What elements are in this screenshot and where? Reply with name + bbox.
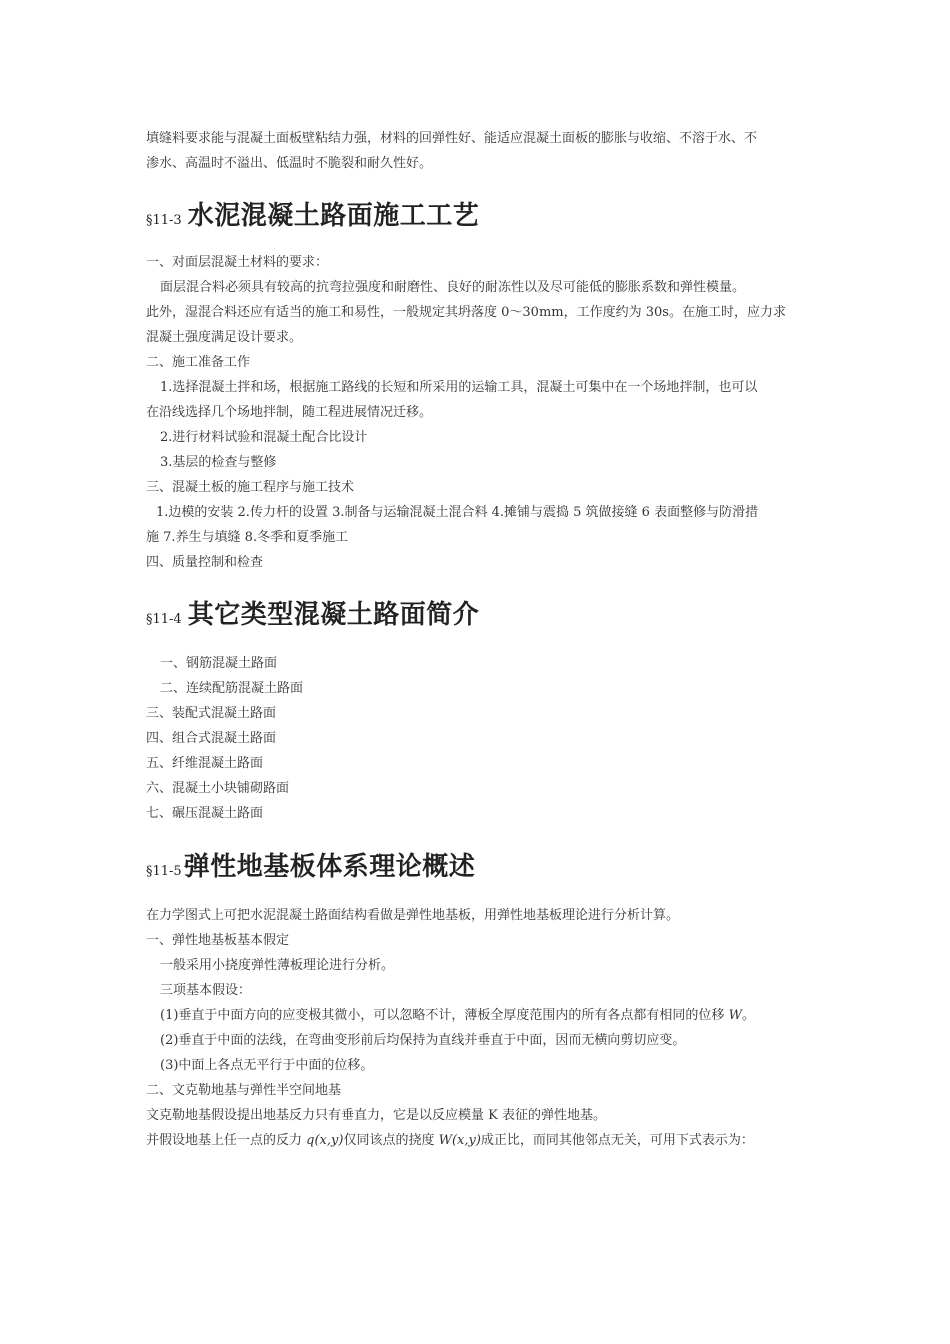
list-item: 此外，湿混合料还应有适当的施工和易性，一般规定其坍落度 0～30mm，工作度约为 30s。在施工时，应力求 [146, 305, 786, 320]
list-item: 在沿线选择几个场地拌制，随工程进展情况迁移。 [146, 405, 433, 420]
list-item: 三、混凝土板的施工程序与施工技术 [146, 480, 355, 495]
section-number: §11-3 [146, 213, 182, 228]
section-11-4-body [146, 651, 810, 826]
list-item: 二、连续配筋混凝土路面 [160, 681, 304, 696]
section-11-3-body [146, 250, 810, 575]
list-item [146, 1003, 810, 1028]
list-item [146, 1128, 810, 1153]
list-item: 在力学图式上可把水泥混凝土路面结构看做是弹性地基板，用弹性地基板理论进行分析计算。 [146, 908, 680, 923]
list-item: 一、对面层混凝土材料的要求： [146, 255, 329, 270]
math-symbol: W(x,y) [438, 1133, 481, 1148]
list-item: (2)垂直于中面的法线，在弯曲变形前后均保持为直线并垂直于中面，因而无横向剪切应变。 [160, 1033, 686, 1048]
list-item: 三项基本假设： [160, 983, 252, 998]
list-item: 3.基层的检查与整修 [160, 455, 277, 470]
section-title: 其它类型混凝土路面简介 [187, 600, 480, 630]
section-11-3-heading [146, 195, 810, 232]
section-11-4-heading [146, 594, 810, 631]
text-segment: 仅同该点的挠度 [343, 1133, 435, 1148]
list-item: 混凝土强度满足设计要求。 [146, 330, 303, 345]
list-item: 1.选择混凝土拌和场，根据施工路线的长短和所采用的运输工具，混凝土可集中在一个场地拌制，也可以 [160, 380, 758, 395]
list-item: 文克勒地基假设提出地基反力只有垂直力，它是以反应模量 K 表征的弹性地基。 [146, 1108, 606, 1123]
intro-line-2: 渗水、高温时不溢出、低温时不脆裂和耐久性好。 [146, 156, 433, 171]
document-page [146, 126, 810, 1153]
section-11-5-heading [146, 846, 810, 883]
list-item: 二、文克勒地基与弹性半空间地基 [146, 1083, 342, 1098]
assumption-1-text: (1)垂直于中面方向的应变极其微小，可以忽略不计，薄板全厚度范围内的所有各点都有相同的位移 [160, 1008, 725, 1023]
list-item: 1.边模的安装 2.传力杆的设置 3.制备与运输混凝土混合料 4.摊铺与震捣 5 筑做接缝 6 表面整修与防滑措 [156, 505, 759, 520]
text-segment: 成正比，而同其他邻点无关，可用下式表示为： [480, 1133, 754, 1148]
list-item: 六、混凝土小块铺砌路面 [146, 781, 290, 796]
list-item: 施 7.养生与填缝 8.冬季和夏季施工 [146, 530, 349, 545]
intro-line-1: 填缝料要求能与混凝土面板壁粘结力强，材料的回弹性好、能适应混凝土面板的膨胀与收缩、不溶于水、不 [146, 131, 758, 146]
list-item: 五、纤维混凝土路面 [146, 756, 264, 771]
list-item: 三、装配式混凝土路面 [146, 706, 277, 721]
list-item: 七、碾压混凝土路面 [146, 806, 264, 821]
section-number: §11-4 [146, 612, 182, 627]
section-title: 水泥混凝土路面施工工艺 [187, 201, 480, 231]
section-11-5-body [146, 903, 810, 1153]
section-number: §11-5 [146, 864, 182, 879]
math-symbol: W [728, 1008, 742, 1023]
list-item: 一般采用小挠度弹性薄板理论进行分析。 [160, 958, 395, 973]
list-item: 四、组合式混凝土路面 [146, 731, 277, 746]
text-segment: 并假设地基上任一点的反力 [146, 1133, 303, 1148]
list-item: 一、弹性地基板基本假定 [146, 933, 290, 948]
list-item: (3)中面上各点无平行于中面的位移。 [160, 1058, 374, 1073]
math-symbol: q(x,y) [306, 1133, 344, 1148]
list-item: 四、质量控制和检查 [146, 555, 264, 570]
section-title: 弹性地基板体系理论概述 [183, 852, 476, 882]
list-item: 二、施工准备工作 [146, 355, 251, 370]
punctuation: 。 [741, 1008, 755, 1023]
list-item: 一、钢筋混凝土路面 [160, 656, 278, 671]
list-item: 2.进行材料试验和混凝土配合比设计 [160, 430, 368, 445]
list-item: 面层混合料必须具有较高的抗弯拉强度和耐磨性、良好的耐冻性以及尽可能低的膨胀系数和弹性模量。 [160, 280, 746, 295]
